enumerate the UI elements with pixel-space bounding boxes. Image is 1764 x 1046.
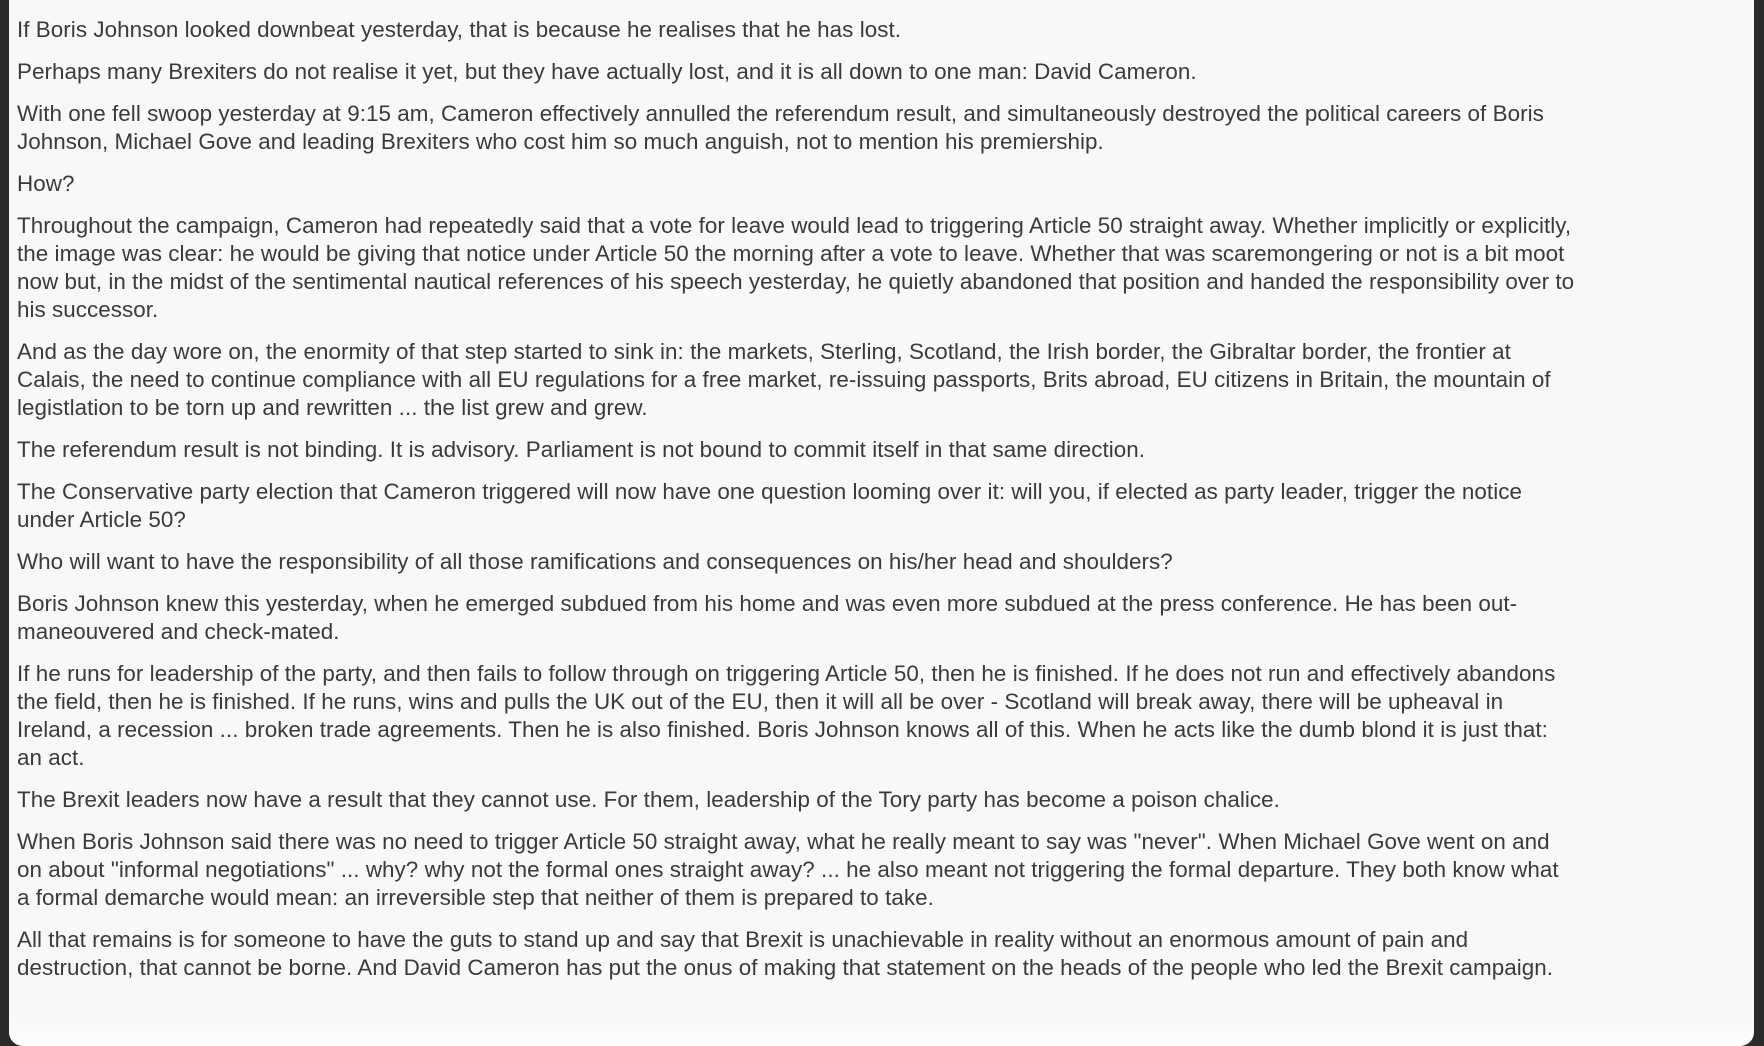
paragraph: If he runs for leadership of the party, and then fails to follow through on triggering Article 50, then he is finished. If he does not run and effectively abandons the field, then he is finished. If he runs, wins and pulls the UK out of the EU, then it will all be over - Scotland will break away, there will be upheaval in Ireland, a recession ... broken trade agreements. Then he is also finished. Boris Johnson knows all of this. When he acts like the dumb blond it is just that: an act. (17, 661, 1556, 770)
paragraph: With one fell swoop yesterday at 9:15 am, Cameron effectively annulled the referendum result, and simultaneously destroyed the political careers of Boris Johnson, Michael Gove and leading Brexiters who cost him so much anguish, not to mention his premiership. (17, 101, 1544, 154)
paragraph: And as the day wore on, the enormity of that step started to sink in: the markets, Sterling, Scotland, the Irish border, the Gibraltar border, the frontier at Calais, the need to continue compliance with all EU regulations for a free market, re-issuing passports, Brits abroad, EU citizens in Britain, the mountain of legistlation to be torn up and rewritten ... the list grew and grew. (17, 339, 1551, 420)
paragraph: If Boris Johnson looked downbeat yesterday, that is because he realises that he has lost. (17, 17, 902, 42)
paragraph: The Conservative party election that Cameron triggered will now have one question looming over it: will you, if elected as party leader, trigger the notice under Article 50? (17, 479, 1522, 532)
article-body (17, 16, 1577, 996)
paragraph: All that remains is for someone to have the guts to stand up and say that Brexit is unachievable in reality without an enormous amount of pain and destruction, that cannot be borne. And David Cameron has put the onus of making that statement on the heads of the people who led the Brexit campaign. (17, 927, 1554, 980)
paragraph: How? (17, 171, 75, 196)
paragraph: The referendum result is not binding. It is advisory. Parliament is not bound to commit itself in that same direction. (17, 437, 1146, 462)
paragraph: Perhaps many Brexiters do not realise it yet, but they have actually lost, and it is all down to one man: David Cameron. (17, 59, 1197, 84)
paragraph: When Boris Johnson said there was no need to trigger Article 50 straight away, what he really meant to say was "never". When Michael Gove went on and on about "informal negotiations" ... why? why not the formal ones straight away? ... he also meant not triggering the formal departure. They both know what a formal demarche would mean: an irreversible step that neither of them is prepared to take. (17, 829, 1559, 910)
bottom-fade (9, 1016, 1754, 1046)
paragraph: The Brexit leaders now have a result that they cannot use. For them, leadership of the Tory party has become a poison chalice. (17, 787, 1280, 812)
paragraph: Boris Johnson knew this yesterday, when he emerged subdued from his home and was even more subdued at the press conference. He has been out-maneouvered and check-mated. (17, 591, 1518, 644)
paragraph: Throughout the campaign, Cameron had repeatedly said that a vote for leave would lead to triggering Article 50 straight away. Whether implicitly or explicitly, the image was clear: he would be giving that notice under Article 50 the morning after a vote to leave. Whether that was scaremongering or not is a bit moot now but, in the midst of the sentimental nautical references of his speech yesterday, he quietly abandoned that position and handed the responsibility over to his successor. (17, 213, 1575, 322)
document-page (9, 0, 1754, 1046)
paragraph: Who will want to have the responsibility of all those ramifications and consequences on his/her head and shoulders? (17, 549, 1173, 574)
